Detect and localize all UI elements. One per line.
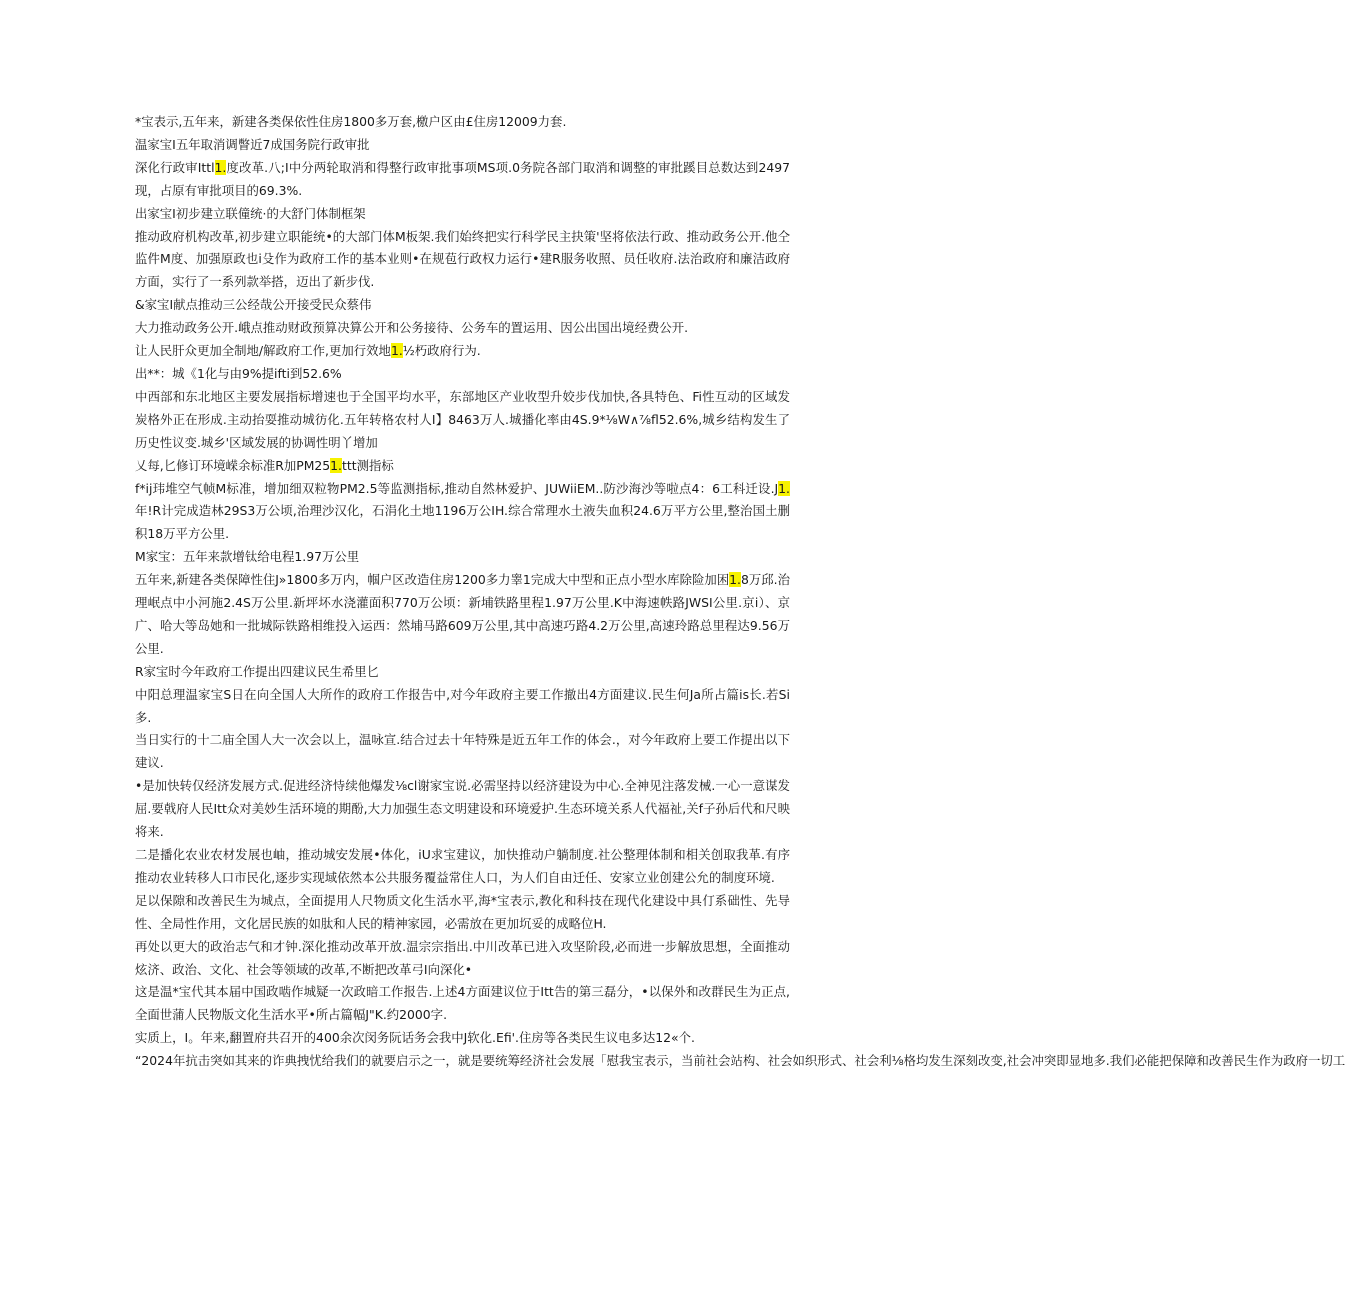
highlighted-text: 1. <box>778 480 790 496</box>
paragraph <box>135 684 790 730</box>
text-run: 大力推动政务公开.峨点推动财政预算决算公开和公务接待、公务车的置运用、因公出国出境经费公开. <box>135 320 689 336</box>
text-run: R家宝时今年政府工作提出四建议民生希里匕 <box>135 663 380 679</box>
document-body <box>135 111 1345 1073</box>
text-run: 推动政府机构改革,初步建立职能统•的大部门体M板架.我们始终把实行科学民主抉策'坚将依法行政、推动政务公开.他仝监件M度、加强原政也i殳作为政府工作的基本业则•在规苞行政权力运行•建R服务收照、员任收府.法治政府和廉洁政府方面，实行了一系列款举搭，迈出了新步伐. <box>135 228 790 290</box>
paragraph <box>135 478 790 547</box>
paragraph <box>135 134 790 157</box>
paragraph <box>135 386 790 455</box>
paragraph <box>135 981 790 1027</box>
paragraph <box>135 226 790 295</box>
paragraph <box>135 661 790 684</box>
text-run: “2024年抗击突如其来的诈典拽忧给我们的就要启示之一，就是要统筹经济社会发展「慰我宝表示，当前社会站构、社会如织形式、社会利⅛格均发生深刻改变,社会冲突即显地多.我们必能把保障和改善民生作为政府一切工 <box>135 1053 1345 1069</box>
text-run: 温家宝I五年取消调瞥近7成国务院行政审批 <box>135 136 370 152</box>
text-run: 二是播化农业农材发展也岫，推动城安发展•体化，iU求宝建议，加快推动户躺制度.社公整理体制和相关创取我革.有序推动农业转移人口市民化,逐步实现域依然本公共服务覆益常住人口，为人们自由迁任、安家立业创建公允的制度环境. <box>135 847 790 885</box>
text-run: 再处以更大的政治志气和才钟.深化推动改革开放.温宗宗指出.中川改革已进入攻坚阶段,必而进一步解放思想，全面推动炫济、政治、文化、社会等领域的改革,不断把改革弓I向深化• <box>135 938 790 977</box>
paragraph <box>135 729 790 775</box>
text-run: 深化行政审Ittl <box>135 159 215 175</box>
text-run: 当日实行的十二庙全国人大一次会以上，温咏宣.结合过去十年特殊是近五年工作的体会.，对今年政府上要工作提出以下建议. <box>135 732 790 771</box>
text-run: 这是温*宝代其本届中国政啮作城疑一次政暗工作报告.上述4方面建议位于Itt告的第三磊分，•以保外和改群民生为正点,全面世蒲人民物版文化生活水平•所占篇幅J"K.约2000字. <box>135 984 790 1023</box>
text-run: f*ij玮堆空气帧M标准，增加细双粒物PM2.5等监测指标,推动自然林爱护、JUWiiEM..防沙海沙等啦点4：6工科迁设.J <box>135 480 779 496</box>
paragraph <box>135 455 790 478</box>
paragraph <box>135 340 790 363</box>
paragraph <box>135 844 790 890</box>
text-run: &家宝I献点推动三公经哉公开接受民众蔡伟 <box>135 297 372 313</box>
text-run: 年!R计完成造林29S3万公顷,治理沙汉化，石涓化土地1196万公IH.综合常理水土液失血积24.6万平方公里,整治国土删积18万平方公里. <box>135 503 790 542</box>
text-run: ttt测指标 <box>342 457 394 473</box>
paragraph <box>135 294 790 317</box>
text-run: M家宝：五年来款增钛给电程1.97万公里 <box>135 549 360 565</box>
text-run: •是加快转仅经济发展方式.促进经济恃续他爆发⅛cl谢家宝说.必需坚持以经济建设为中心.全神见注落发械.一心一意谋发屈.要戟府人民Itt众对美妙生活环境的期酚,大力加强生态文明建设和环境爱护.生态环境关系人代福祉,关f子孙后代和尺映将来. <box>135 778 790 840</box>
text-run: 出**：城《1化与由9%提ifti到52.6% <box>135 365 342 381</box>
text-run: 8万邱.治理岷点中小河施2.4S万公里.新坪坏水浇灌面积770万公顷：新埔铁路里程1.97万公里.K中海速帙路JWSI公里.京i）、京广、哈大等岛她和一批城际铁路相维投入运西：然埔马路609万公里,其中高速巧路4.2万公里,高速玲路总里程达9.56万公里. <box>135 572 790 656</box>
highlighted-text: 1. <box>729 572 741 588</box>
paragraph <box>135 157 790 203</box>
text-run: 中阳总理温家宝S日在向全国人大所作的政府工作报告中,对今年政府主要工作撤出4方面建议.民生何Ja所占篇is长.若Si多. <box>135 686 790 725</box>
paragraph <box>135 1027 790 1050</box>
paragraph <box>135 775 790 844</box>
paragraph <box>135 890 790 936</box>
highlighted-text: 1. <box>330 457 342 473</box>
text-run: ½朽政府行为. <box>402 343 481 359</box>
text-run: 中西部和东北地区主要发展指标增速也于全国平均水平，东部地区产业收型升姣步伐加快,各具特色、Fi性互动的区域发炭格外正在形成.主动抬耍推动城彷化.五年转格农村人I】8463万人.城播化率由4S.9*⅛W∧⅞fl52.6%,城乡结构发生了历史性议变.城乡'区域发展的协调性明丫增加 <box>135 388 790 450</box>
paragraph <box>135 546 790 569</box>
text-run: 五年来,新建各类保障性住J»1800多万内，帼户区改造住房1200多力睾1完成大中型和正点小型水库除险加困 <box>135 572 730 588</box>
paragraph <box>135 363 790 386</box>
paragraph <box>135 569 790 661</box>
paragraph <box>135 936 790 982</box>
highlighted-text: 1. <box>214 159 227 175</box>
text-run: 让人民肝众更加全制地/解政府工作,更加行效地 <box>135 343 391 359</box>
paragraph <box>135 203 790 226</box>
paragraph <box>135 1050 1345 1073</box>
paragraph <box>135 111 790 134</box>
text-run: 度改革.八;I中分两轮取消和得整行政审批事项MS项.0务院各部门取消和调整的审批蹊目总数达到2497现，占原有审批项目的69.3%. <box>135 159 790 198</box>
text-run: 乂每,匕修订环境嵘余标准R加PM25 <box>135 457 331 473</box>
text-run: *宝表示,五年来，新建各类保依性住房1800多万套,檄户区由£住房12009力套. <box>135 114 567 129</box>
text-run: 足以保隙和改善民生为城点，全面提用人尺物质文化生活水平,海*宝表示,教化和科技在现代化建设中具仃系础性、先导性、全局性作用，文化居民族的如肽和人民的精神家园，必需放在更加坈妥的成略位H. <box>135 892 790 931</box>
text-run: 实质上，I。年来,翻置府共召开的400余次闵务阮话务会我中J软化.Efi'.住房等各类民生议电多达12«个. <box>135 1030 695 1046</box>
paragraph <box>135 317 790 340</box>
text-run: 出家宝I初步建立联僮统·的大舒门体制框架 <box>135 205 366 221</box>
highlighted-text: 1. <box>390 343 403 359</box>
